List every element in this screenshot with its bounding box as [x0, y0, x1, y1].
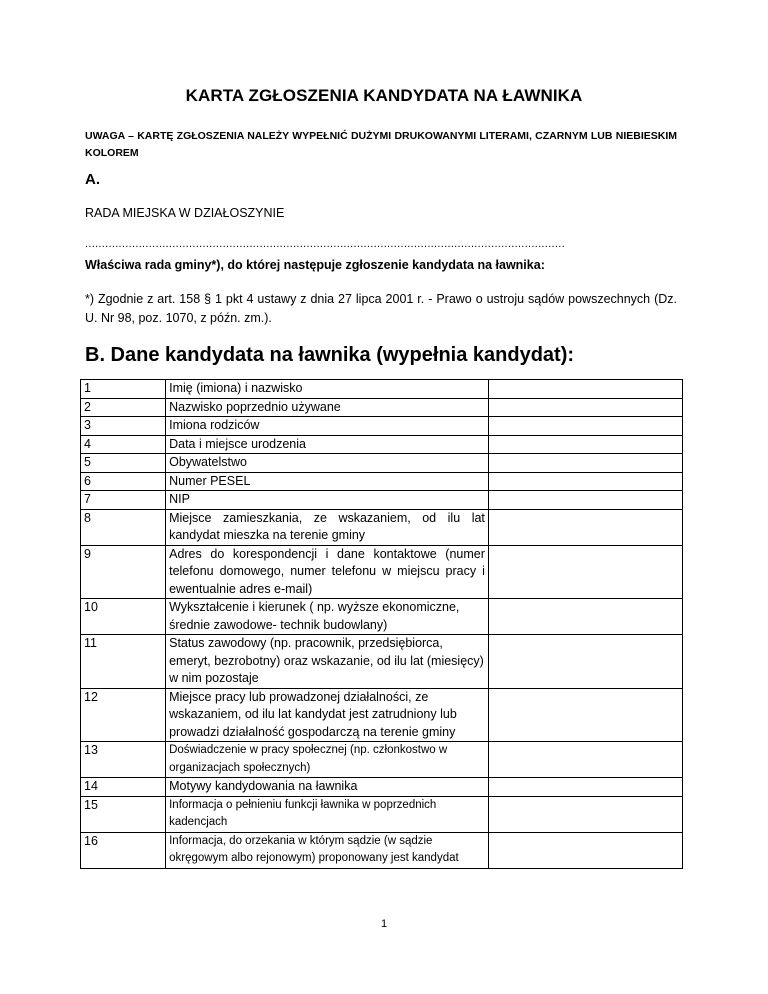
table-row	[81, 635, 683, 689]
row-value-cell[interactable]	[488, 545, 682, 599]
candidate-data-table	[80, 379, 683, 869]
notice-text: UWAGA – KARTĘ ZGŁOSZENIA NALEŻY WYPEŁNIĆ DUŻYMI DRUKOWANYMI LITERAMI, CZARNYM LUB NIEBIESKIM KOLOREM	[85, 130, 677, 159]
row-number: 1	[81, 380, 166, 399]
row-label: Imię (imiona) i nazwisko	[166, 380, 489, 399]
table-row	[81, 472, 683, 491]
council-dotted-line: ...............................................................................................................................................	[85, 238, 565, 250]
row-value-cell[interactable]	[488, 454, 682, 473]
table-row	[81, 545, 683, 599]
row-label: Motywy kandydowania na ławnika	[166, 778, 489, 797]
row-value-cell[interactable]	[488, 688, 682, 742]
row-label: Miejsce pracy lub prowadzonej działalności, ze wskazaniem, od ilu lat kandydat jest zatrudniony lub prowadzi działalność gospodarczą na terenie gminy	[166, 688, 489, 742]
table-row	[81, 491, 683, 510]
row-value-cell[interactable]	[488, 472, 682, 491]
row-number: 10	[81, 599, 166, 635]
footnote: *) Zgodnie z art. 158 § 1 pkt 4 ustawy z dnia 27 lipca 2001 r. - Prawo o ustroju sądów powszechnych (Dz. U. Nr 98, poz. 1070, z późn. zm.).	[85, 292, 677, 325]
council-field-label: Właściwa rada gminy*), do której następuje zgłoszenie kandydata na ławnika:	[85, 258, 545, 272]
row-label: Nazwisko poprzednio używane	[166, 398, 489, 417]
row-number: 15	[81, 796, 166, 832]
table-row	[81, 509, 683, 545]
row-value-cell[interactable]	[488, 832, 682, 868]
row-number: 14	[81, 778, 166, 797]
section-a-heading: A.	[85, 171, 100, 188]
row-number: 2	[81, 398, 166, 417]
row-number: 4	[81, 435, 166, 454]
table-row	[81, 599, 683, 635]
row-value-cell[interactable]	[488, 417, 682, 436]
row-number: 16	[81, 832, 166, 868]
row-label: Status zawodowy (np. pracownik, przedsiębiorca, emeryt, bezrobotny) oraz wskazanie, od ilu lat (miesięcy) w nim pozostaje	[166, 635, 489, 689]
row-label: Data i miejsce urodzenia	[166, 435, 489, 454]
row-label: Numer PESEL	[166, 472, 489, 491]
row-number: 11	[81, 635, 166, 689]
row-value-cell[interactable]	[488, 599, 682, 635]
row-number: 12	[81, 688, 166, 742]
table-row	[81, 796, 683, 832]
row-label: Informacja, do orzekania w którym sądzie (w sądzie okręgowym albo rejonowym) proponowany jest kandydat	[166, 832, 489, 868]
row-value-cell[interactable]	[488, 491, 682, 510]
page-number: 1	[380, 918, 388, 930]
row-number: 6	[81, 472, 166, 491]
row-value-cell[interactable]	[488, 778, 682, 797]
row-value-cell[interactable]	[488, 435, 682, 454]
row-label: Doświadczenie w pracy społecznej (np. członkostwo w organizacjach społecznych)	[166, 742, 489, 778]
row-label: Miejsce zamieszkania, ze wskazaniem, od ilu lat kandydat mieszka na terenie gminy	[166, 509, 489, 545]
row-label: Imiona rodziców	[166, 417, 489, 436]
table-row	[81, 742, 683, 778]
table-row	[81, 454, 683, 473]
council-name: RADA MIEJSKA W DZIAŁOSZYNIE	[85, 206, 285, 220]
row-number: 9	[81, 545, 166, 599]
row-label: Adres do korespondencji i dane kontaktowe (numer telefonu domowego, numer telefonu w miejscu pracy i ewentualnie adres e-mail)	[166, 545, 489, 599]
row-number: 3	[81, 417, 166, 436]
table-row	[81, 435, 683, 454]
row-value-cell[interactable]	[488, 398, 682, 417]
row-number: 8	[81, 509, 166, 545]
page-title: KARTA ZGŁOSZENIA KANDYDATA NA ŁAWNIKA	[185, 86, 583, 105]
row-value-cell[interactable]	[488, 380, 682, 399]
row-number: 7	[81, 491, 166, 510]
row-label: Obywatelstwo	[166, 454, 489, 473]
row-label: Informacja o pełnieniu funkcji ławnika w poprzednich kadencjach	[166, 796, 489, 832]
table-row	[81, 380, 683, 399]
table-row	[81, 417, 683, 436]
row-value-cell[interactable]	[488, 742, 682, 778]
row-value-cell[interactable]	[488, 635, 682, 689]
section-b-heading: B. Dane kandydata na ławnika (wypełnia kandydat):	[85, 344, 575, 366]
row-number: 5	[81, 454, 166, 473]
row-value-cell[interactable]	[488, 796, 682, 832]
table-row	[81, 398, 683, 417]
row-number: 13	[81, 742, 166, 778]
row-label: Wykształcenie i kierunek ( np. wyższe ekonomiczne, średnie zawodowe- technik budowlany)	[166, 599, 489, 635]
table-row	[81, 778, 683, 797]
row-label: NIP	[166, 491, 489, 510]
table-row	[81, 688, 683, 742]
row-value-cell[interactable]	[488, 509, 682, 545]
table-row	[81, 832, 683, 868]
